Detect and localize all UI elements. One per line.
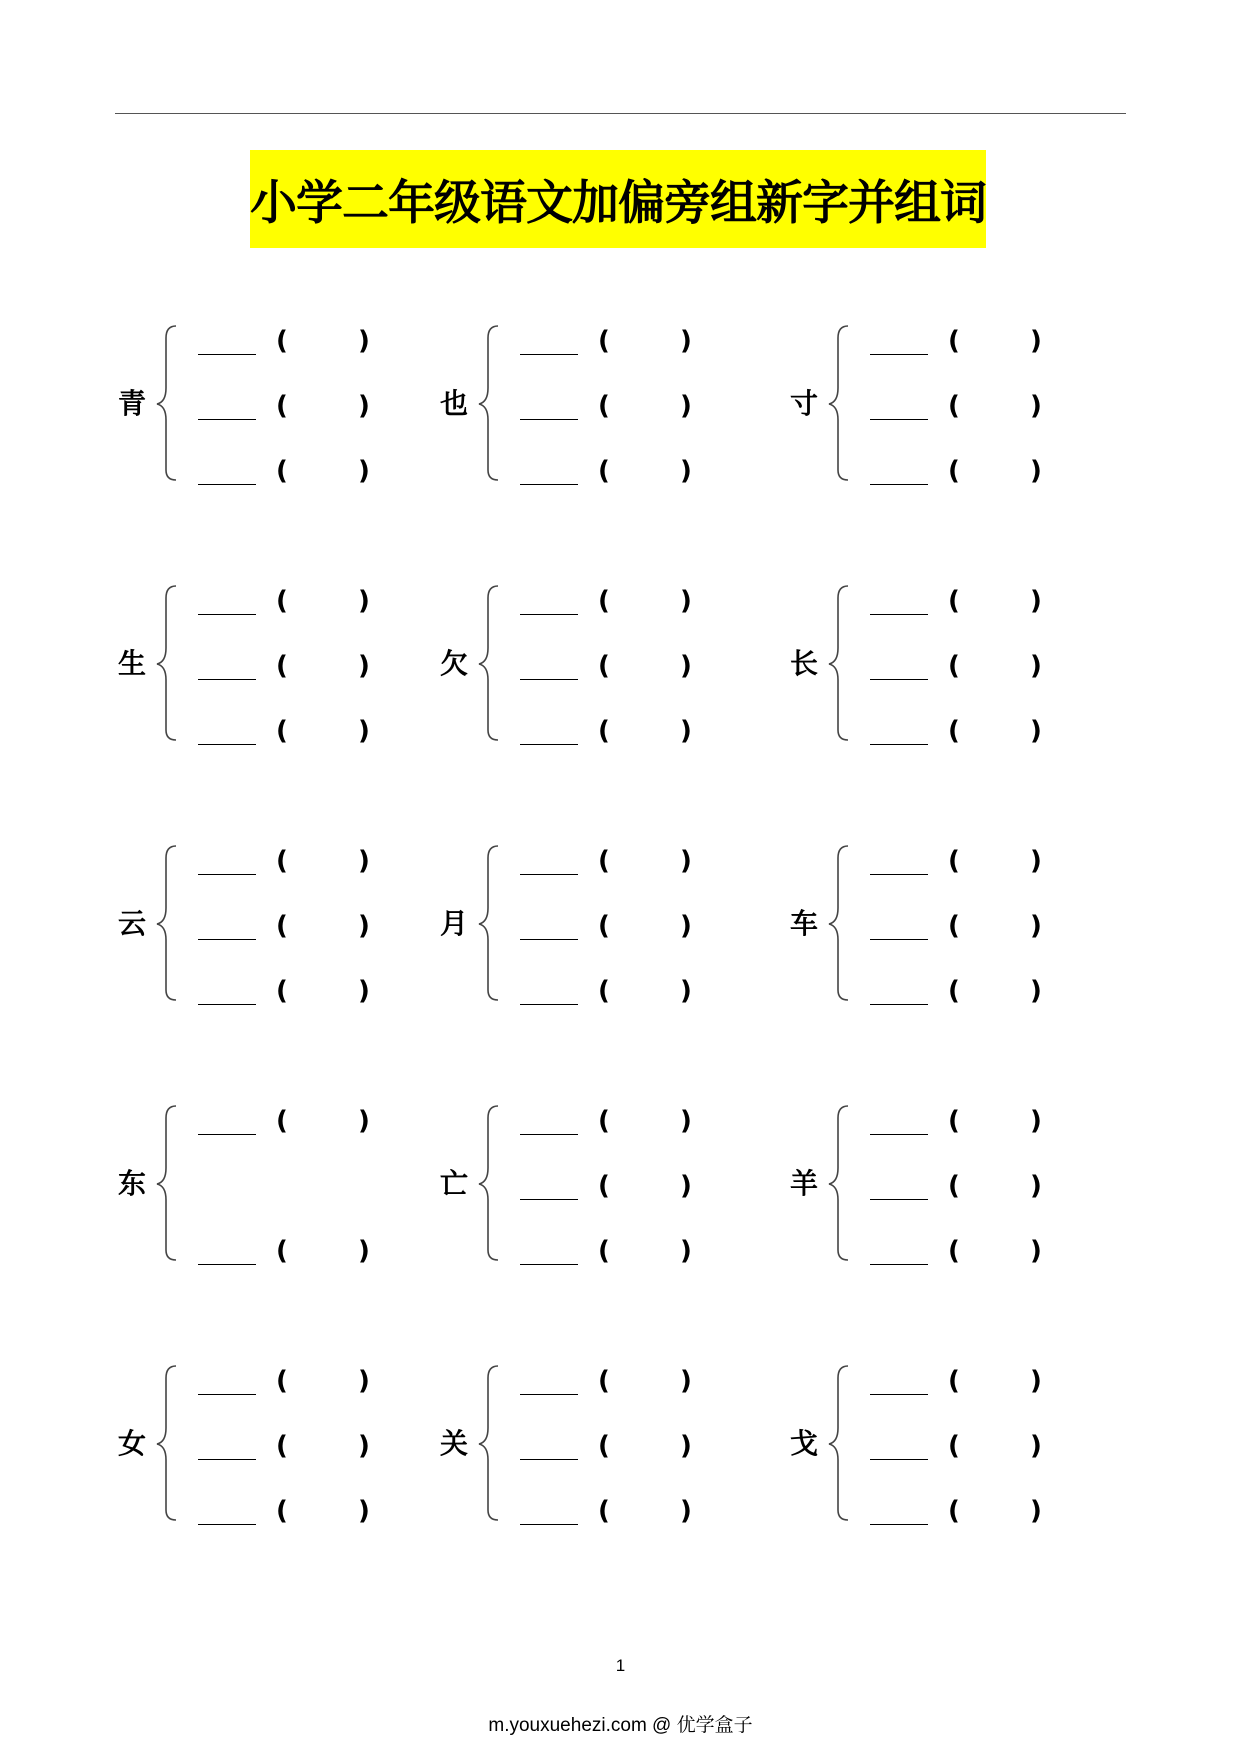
paren-open: (: [598, 1431, 610, 1461]
page-number: 1: [615, 1656, 626, 1675]
paren-open: (: [948, 716, 960, 746]
paren-open: (: [276, 716, 288, 746]
paren-close: ): [358, 651, 370, 681]
answer-blank[interactable]: [870, 419, 928, 420]
answer-row: [870, 714, 1110, 748]
exercise-group: [440, 322, 740, 486]
paren-open: (: [276, 911, 288, 941]
curly-brace: [826, 1362, 852, 1522]
answer-blank[interactable]: [198, 1459, 256, 1460]
answer-blank[interactable]: [870, 1394, 928, 1395]
exercise-group: [440, 1102, 740, 1266]
answer-row: [198, 1104, 438, 1138]
paren-open: (: [276, 456, 288, 486]
answer-row: [520, 974, 760, 1008]
paren-close: ): [358, 911, 370, 941]
paren-close: ): [680, 651, 692, 681]
title-banner: [250, 150, 986, 248]
paren-close: ): [680, 846, 692, 876]
answer-blank[interactable]: [198, 1524, 256, 1525]
answer-row: [870, 909, 1110, 943]
answer-blank[interactable]: [520, 484, 578, 485]
paren-close: ): [1030, 456, 1042, 486]
answer-row: [198, 324, 438, 358]
answer-blank[interactable]: [198, 1394, 256, 1395]
answer-row: [870, 974, 1110, 1008]
answer-blank[interactable]: [520, 1394, 578, 1395]
answer-blank[interactable]: [520, 1199, 578, 1200]
answer-blank[interactable]: [198, 939, 256, 940]
curly-brace: [476, 582, 502, 742]
answer-row: [198, 1364, 438, 1398]
paren-close: ): [358, 846, 370, 876]
base-character: 生: [118, 647, 147, 680]
answer-blank[interactable]: [870, 1134, 928, 1135]
exercise-group: [790, 842, 1090, 1006]
paren-open: (: [948, 456, 960, 486]
answer-row: [198, 714, 438, 748]
paren-open: (: [276, 1106, 288, 1136]
paren-open: (: [276, 326, 288, 356]
paren-open: (: [598, 326, 610, 356]
paren-open: (: [276, 1366, 288, 1396]
paren-close: ): [680, 1431, 692, 1461]
answer-row: [198, 974, 438, 1008]
paren-close: ): [358, 1496, 370, 1526]
paren-close: ): [1030, 716, 1042, 746]
answer-blank[interactable]: [198, 484, 256, 485]
answer-blank[interactable]: [520, 1004, 578, 1005]
answer-row: [520, 649, 760, 683]
answer-row: [870, 1104, 1110, 1138]
answer-blank[interactable]: [520, 679, 578, 680]
paren-close: ): [1030, 911, 1042, 941]
paren-open: (: [948, 1366, 960, 1396]
paren-close: ): [1030, 1366, 1042, 1396]
paren-close: ): [358, 716, 370, 746]
answer-row: [870, 389, 1110, 423]
answer-blank[interactable]: [198, 1264, 256, 1265]
exercise-group: [790, 322, 1090, 486]
answer-blank[interactable]: [520, 744, 578, 745]
answer-row: [870, 1364, 1110, 1398]
paren-close: ): [1030, 391, 1042, 421]
exercise-group: [118, 322, 418, 486]
paren-open: (: [598, 1171, 610, 1201]
paren-open: (: [276, 1431, 288, 1461]
paren-open: (: [948, 1431, 960, 1461]
paren-open: (: [598, 1366, 610, 1396]
paren-close: ): [680, 1236, 692, 1266]
answer-row: [520, 1234, 760, 1268]
answer-blank[interactable]: [198, 1004, 256, 1005]
answer-row: [520, 1494, 760, 1528]
paren-close: ): [680, 391, 692, 421]
paren-open: (: [948, 1171, 960, 1201]
base-character: 欠: [440, 647, 469, 680]
paren-close: ): [1030, 846, 1042, 876]
answer-row: [520, 1104, 760, 1138]
answer-blank[interactable]: [198, 679, 256, 680]
base-character: 戈: [790, 1427, 819, 1460]
paren-close: ): [680, 586, 692, 616]
answer-blank[interactable]: [870, 679, 928, 680]
curly-brace: [826, 842, 852, 1002]
paren-open: (: [598, 651, 610, 681]
paren-open: (: [276, 586, 288, 616]
answer-blank[interactable]: [870, 614, 928, 615]
paren-open: (: [598, 586, 610, 616]
paren-close: ): [1030, 586, 1042, 616]
exercise-group: [118, 842, 418, 1006]
curly-brace: [826, 322, 852, 482]
answer-row: [870, 324, 1110, 358]
paren-close: ): [358, 976, 370, 1006]
paren-open: (: [948, 846, 960, 876]
answer-row: [870, 649, 1110, 683]
answer-row: [198, 1234, 438, 1268]
answer-row: [520, 1364, 760, 1398]
curly-brace: [154, 582, 180, 742]
answer-row: [520, 324, 760, 358]
paren-open: (: [276, 651, 288, 681]
answer-blank[interactable]: [870, 354, 928, 355]
paren-close: ): [1030, 1236, 1042, 1266]
paren-open: (: [276, 846, 288, 876]
paren-open: (: [948, 976, 960, 1006]
curly-brace: [476, 322, 502, 482]
answer-row: [198, 844, 438, 878]
answer-blank[interactable]: [870, 744, 928, 745]
curly-brace: [154, 322, 180, 482]
header-rule: [115, 113, 1126, 114]
paren-close: ): [680, 1106, 692, 1136]
answer-blank[interactable]: [870, 1524, 928, 1525]
answer-blank[interactable]: [520, 1264, 578, 1265]
paren-open: (: [598, 976, 610, 1006]
paren-close: ): [1030, 326, 1042, 356]
curly-brace: [154, 1102, 180, 1262]
paren-open: (: [276, 1236, 288, 1266]
answer-blank[interactable]: [520, 874, 578, 875]
paren-close: ): [358, 326, 370, 356]
paren-close: ): [1030, 1431, 1042, 1461]
answer-blank[interactable]: [870, 1459, 928, 1460]
answer-row: [870, 844, 1110, 878]
paren-open: (: [598, 716, 610, 746]
base-character: 云: [118, 907, 147, 940]
paren-close: ): [1030, 1106, 1042, 1136]
paren-close: ): [358, 391, 370, 421]
exercise-group: [790, 1362, 1090, 1526]
paren-open: (: [276, 976, 288, 1006]
base-character: 青: [118, 387, 147, 420]
base-character: 月: [440, 907, 469, 940]
paren-close: ): [680, 1366, 692, 1396]
answer-blank[interactable]: [870, 1004, 928, 1005]
paren-close: ): [680, 716, 692, 746]
footer-source: m.youxuehezi.com @ 优学盒子: [488, 1715, 753, 1736]
answer-blank[interactable]: [870, 1199, 928, 1200]
paren-close: ): [680, 976, 692, 1006]
answer-row: [198, 909, 438, 943]
paren-open: (: [598, 1496, 610, 1526]
exercise-group: [118, 582, 418, 746]
curly-brace: [154, 842, 180, 1002]
paren-close: ): [358, 1431, 370, 1461]
paren-close: ): [680, 1496, 692, 1526]
answer-blank[interactable]: [870, 874, 928, 875]
base-character: 也: [440, 387, 469, 420]
answer-row: [870, 1429, 1110, 1463]
answer-row: [520, 454, 760, 488]
answer-blank[interactable]: [520, 1524, 578, 1525]
paren-open: (: [598, 1236, 610, 1266]
curly-brace: [826, 1102, 852, 1262]
base-character: 寸: [790, 387, 819, 420]
curly-brace: [476, 1362, 502, 1522]
answer-row: [198, 1494, 438, 1528]
answer-row: [198, 389, 438, 423]
paren-close: ): [358, 1106, 370, 1136]
answer-row: [870, 1234, 1110, 1268]
paren-close: ): [358, 1366, 370, 1396]
paren-close: ): [680, 1171, 692, 1201]
answer-blank[interactable]: [870, 939, 928, 940]
answer-row: [198, 454, 438, 488]
answer-blank[interactable]: [198, 614, 256, 615]
paren-close: ): [1030, 1496, 1042, 1526]
paren-close: ): [1030, 1171, 1042, 1201]
answer-row: [520, 909, 760, 943]
answer-row: [870, 1494, 1110, 1528]
answer-row: [520, 714, 760, 748]
paren-close: ): [1030, 651, 1042, 681]
exercise-group: [790, 1102, 1090, 1266]
base-character: 亡: [440, 1167, 469, 1200]
paren-open: (: [276, 1496, 288, 1526]
answer-row: [520, 584, 760, 618]
answer-row: [520, 1169, 760, 1203]
curly-brace: [476, 1102, 502, 1262]
answer-blank[interactable]: [198, 874, 256, 875]
paren-open: (: [598, 456, 610, 486]
paren-close: ): [680, 326, 692, 356]
curly-brace: [476, 842, 502, 1002]
answer-blank[interactable]: [520, 939, 578, 940]
answer-blank[interactable]: [870, 1264, 928, 1265]
exercise-group: [440, 842, 740, 1006]
exercise-group: [790, 582, 1090, 746]
answer-row: [520, 389, 760, 423]
answer-row: [198, 1429, 438, 1463]
paren-open: (: [948, 326, 960, 356]
paren-open: (: [276, 391, 288, 421]
curly-brace: [826, 582, 852, 742]
curly-brace: [154, 1362, 180, 1522]
base-character: 长: [790, 647, 819, 680]
exercise-group: [118, 1362, 418, 1526]
answer-blank[interactable]: [520, 1459, 578, 1460]
answer-blank[interactable]: [198, 419, 256, 420]
paren-open: (: [948, 586, 960, 616]
paren-open: (: [948, 1236, 960, 1266]
paren-open: (: [948, 1106, 960, 1136]
paren-close: ): [358, 1236, 370, 1266]
answer-row: [870, 584, 1110, 618]
paren-open: (: [598, 1106, 610, 1136]
paren-close: ): [358, 456, 370, 486]
exercise-group: [118, 1102, 418, 1266]
answer-row: [520, 1429, 760, 1463]
answer-blank[interactable]: [520, 1134, 578, 1135]
answer-row: [198, 584, 438, 618]
paren-open: (: [948, 911, 960, 941]
exercise-group: [440, 582, 740, 746]
paren-open: (: [598, 911, 610, 941]
answer-row: [520, 844, 760, 878]
base-character: 女: [118, 1427, 147, 1460]
base-character: 车: [790, 907, 819, 940]
paren-close: ): [1030, 976, 1042, 1006]
paren-close: ): [680, 456, 692, 486]
answer-blank[interactable]: [198, 1134, 256, 1135]
answer-blank[interactable]: [198, 744, 256, 745]
answer-row: [870, 1169, 1110, 1203]
paren-close: ): [358, 586, 370, 616]
base-character: 东: [118, 1167, 147, 1200]
paren-open: (: [948, 391, 960, 421]
paren-open: (: [948, 651, 960, 681]
paren-open: (: [598, 391, 610, 421]
page-title: 小学二年级语文加偏旁组新字并组词: [250, 175, 986, 231]
answer-blank[interactable]: [870, 484, 928, 485]
paren-open: (: [598, 846, 610, 876]
answer-row: [870, 454, 1110, 488]
base-character: 关: [440, 1427, 469, 1460]
answer-blank[interactable]: [520, 614, 578, 615]
answer-blank[interactable]: [198, 354, 256, 355]
base-character: 羊: [790, 1167, 819, 1200]
exercise-group: [440, 1362, 740, 1526]
paren-close: ): [680, 911, 692, 941]
answer-blank[interactable]: [520, 354, 578, 355]
answer-row: [198, 649, 438, 683]
paren-open: (: [948, 1496, 960, 1526]
answer-blank[interactable]: [520, 419, 578, 420]
